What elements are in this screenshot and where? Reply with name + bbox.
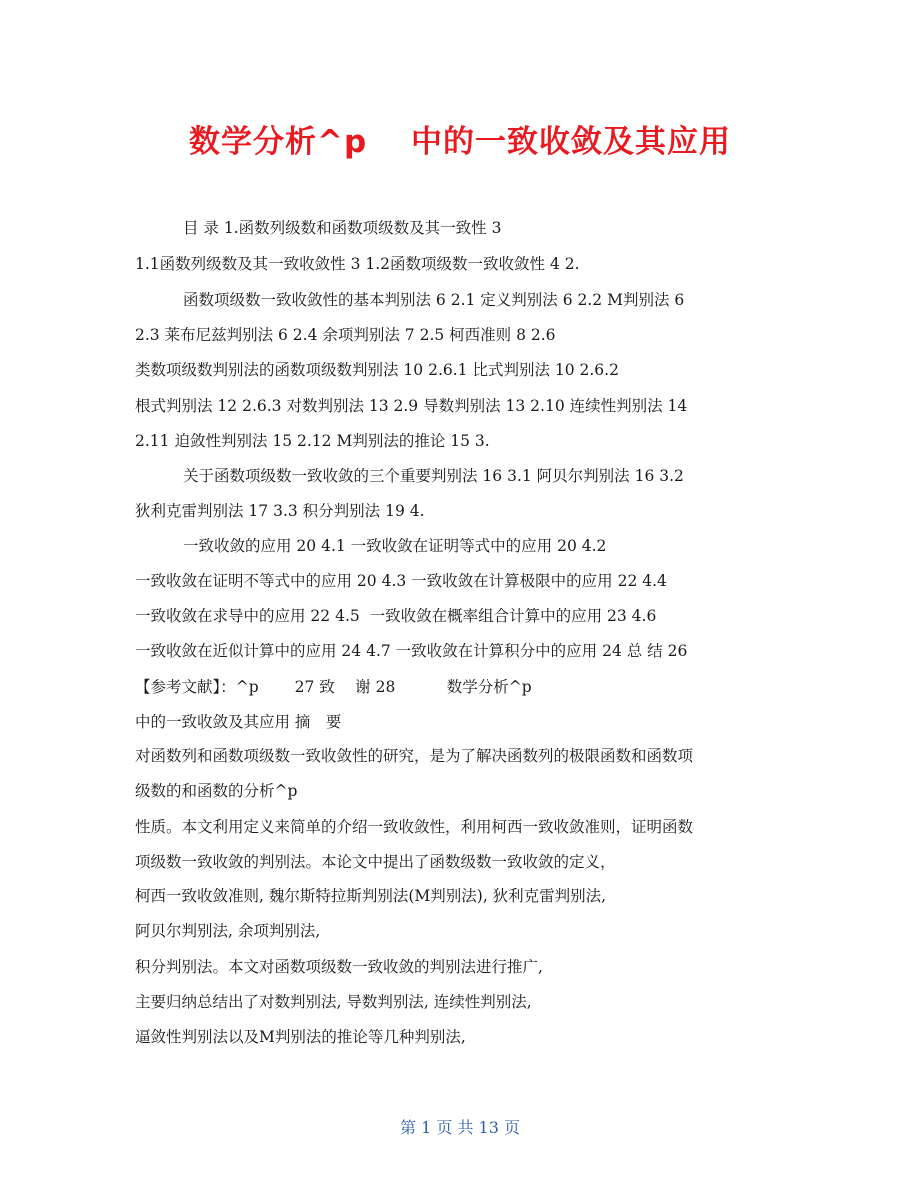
body-line-13: 一致收敛在近似计算中的应用 24 4.7 一致收敛在计算积分中的应用 24 总 结 26 (135, 642, 688, 660)
body-line-7: 2.11 迫敛性判别法 15 2.12 M判别法的推论 15 3. (135, 432, 490, 450)
body-line-21: 阿贝尔判别法, 余项判别法, (135, 922, 321, 940)
body-line-20: 柯西一致收敛准则, 魏尔斯特拉斯判别法(M判别法), 狄利克雷判别法, (135, 887, 607, 905)
document-title: 数学分析^p 中的一致收敛及其应用 (189, 124, 731, 160)
body-line-1: 目 录 1.函数列级数和函数项级数及其一致性 3 (183, 219, 502, 237)
body-line-18: 性质。本文利用定义来简单的介绍一致收敛性，利用柯西一致收敛准则，证明函数 (135, 818, 694, 836)
body-line-17: 级数的和函数的分析^p (135, 782, 298, 800)
body-line-2: 1.1函数列级数及其一致收敛性 3 1.2函数项级数一致收敛性 4 2. (135, 255, 580, 273)
body-line-19: 项级数一致收敛的判别法。本论文中提出了函数级数一致收敛的定义， (135, 853, 616, 871)
body-line-23: 主要归纳总结出了对数判别法, 导数判别法, 连续性判别法, (135, 993, 532, 1011)
body-line-15: 中的一致收敛及其应用 摘 要 (135, 713, 342, 731)
body-line-12: 一致收敛在求导中的应用 22 4.5 一致收敛在概率组合计算中的应用 23 4.6 (135, 607, 657, 625)
body-line-6: 根式判别法 12 2.6.3 对数判别法 13 2.9 导数判别法 13 2.10 连续性判别法 14 (135, 397, 688, 415)
body-line-22: 积分判别法。本文对函数项级数一致收敛的判别法进行推广, (135, 958, 543, 976)
body-line-24: 逼敛性判别法以及M判别法的推论等几种判别法, (135, 1028, 466, 1046)
body-line-14: 【参考文献】：^p 27 致 谢 28 数学分析^p (135, 678, 532, 696)
body-line-11: 一致收敛在证明不等式中的应用 20 4.3 一致收敛在计算极限中的应用 22 4.4 (135, 572, 667, 590)
page-number-footer: 第 1 页 共 13 页 (400, 1118, 520, 1137)
body-line-9: 狄利克雷判别法 17 3.3 积分判别法 19 4. (135, 502, 425, 520)
body-line-5: 类数项级数判别法的函数项级数判别法 10 2.6.1 比式判别法 10 2.6.2 (135, 361, 619, 379)
body-line-10: 一致收敛的应用 20 4.1 一致收敛在证明等式中的应用 20 4.2 (183, 537, 607, 555)
body-line-4: 2.3 莱布尼兹判别法 6 2.4 余项判别法 7 2.5 柯西准则 8 2.6 (135, 326, 556, 344)
body-line-3: 函数项级数一致收敛性的基本判别法 6 2.1 定义判别法 6 2.2 M判别法 6 (183, 291, 685, 309)
body-line-8: 关于函数项级数一致收敛的三个重要判别法 16 3.1 阿贝尔判别法 16 3.2 (183, 467, 684, 485)
body-line-16: 对函数列和函数项级数一致收敛性的研究，是为了解决函数列的极限函数和函数项 (135, 747, 694, 765)
